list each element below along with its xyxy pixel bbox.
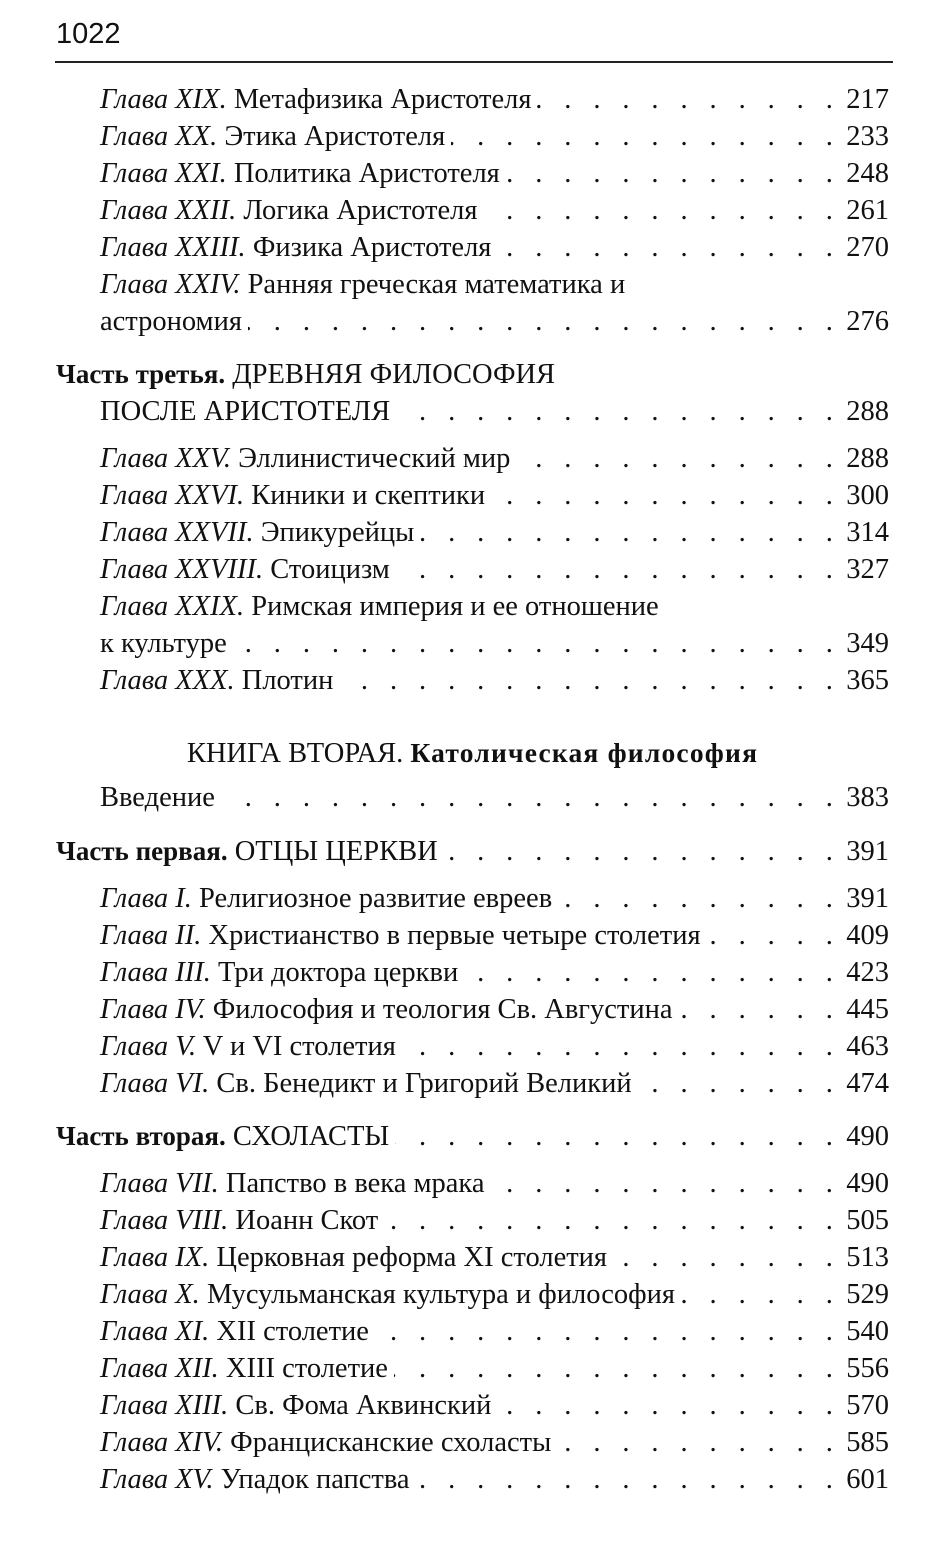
dot-leader [679,991,841,1028]
chapter-title: XII столетие [209,1316,369,1347]
chapter-title: Иоанн Скот [228,1205,379,1236]
toc-entry [100,81,889,118]
chapter-label: Глава XXVI. [100,480,245,511]
chapter-title: Папство в века мрака [218,1168,485,1199]
dot-leader [396,393,840,430]
toc-entry [100,991,889,1028]
toc-entry [100,779,889,816]
chapter-label: Глава XXV. [100,443,231,474]
part-label: Часть вторая. [56,1121,226,1151]
toc-entry-continuation [100,303,889,340]
chapter-title: Эпикурейцы [253,517,415,548]
toc-entry [100,1065,889,1102]
page-ref: 585 [846,1427,889,1458]
toc-entry [100,551,889,588]
toc-entry [100,477,889,514]
chapter-label: Глава VII. [100,1168,219,1199]
dot-leader [464,954,840,991]
chapter-title: Мусульманская культура и философия [199,1279,675,1310]
dot-leader [613,1239,840,1276]
dot-leader [375,1313,840,1350]
chapter-title: Логика Аристотеля [236,195,478,226]
toc-entry [100,440,889,477]
page-ref: 529 [846,1279,889,1310]
chapter-label: Глава X. [100,1279,200,1310]
chapter-label: Глава XXX. [100,665,235,696]
dot-leader [516,440,840,477]
dot-leader [707,917,841,954]
part-title: ДРЕВНЯЯ ФИЛОСОФИЯ [225,359,556,390]
page-ref: 270 [846,232,889,263]
dot-leader [537,81,840,118]
toc-entry [100,1424,889,1461]
book-heading [0,733,945,773]
toc-entry [100,1202,889,1239]
toc-entry [100,155,889,192]
page-ref: 409 [846,920,889,951]
page-ref: 349 [846,628,889,659]
toc-entry [100,1239,889,1276]
chapter-title-cont: астрономия [100,306,242,337]
chapter-label: Глава XXI. [100,158,227,189]
header-rule [55,61,893,63]
dot-leader [416,1461,841,1498]
toc-entry [100,917,889,954]
dot-leader [394,1350,840,1387]
dot-leader [557,1424,840,1461]
chapter-title: XIII столетие [218,1353,388,1384]
toc-entry [100,266,889,303]
chapter-title: V и VI столетия [196,1031,396,1062]
page-ref: 327 [846,554,889,585]
dot-leader [444,833,841,870]
part-heading [56,833,889,870]
toc-entry [100,588,889,625]
chapter-label: Глава IV. [100,994,206,1025]
chapter-title: Политика Аристотеля [226,158,500,189]
chapter-title: Религиозное развитие евреев [191,883,553,914]
chapter-title: Три доктора церкви [210,957,459,988]
toc-entry [100,514,889,551]
dot-leader [497,229,840,266]
page-ref: 490 [846,1121,889,1152]
chapter-label: Глава V. [100,1031,197,1062]
page-ref: 540 [846,1316,889,1347]
chapter-title: Плотин [234,665,334,696]
dot-leader [638,1065,841,1102]
chapter-title: Францисканские схоласты [223,1427,552,1458]
part-heading [56,356,889,393]
intro-title: Введение [100,782,215,813]
page-ref: 423 [846,957,889,988]
part-title: ОТЦЫ ЦЕРКВИ [227,836,438,867]
chapter-title: Св. Бенедикт и Григорий Великий [209,1068,632,1099]
page-ref: 383 [846,782,889,813]
chapter-title: Эллинистический мир [230,443,511,474]
chapter-title: Стоицизм [263,554,390,585]
page-ref: 288 [846,396,889,427]
toc-entry [100,118,889,155]
chapter-label: Глава XXIX. [100,591,245,622]
chapter-label: Глава XX. [100,121,218,152]
page-ref: 391 [846,836,889,867]
dot-leader [558,880,840,917]
dot-leader [681,1276,840,1313]
chapter-title: Ранняя греческая математика и [240,269,626,300]
page-ref: 248 [846,158,889,189]
toc-entry [100,1028,889,1065]
chapter-label: Глава I. [100,883,192,914]
page-number: 1022 [56,18,121,50]
toc-entry [100,954,889,991]
toc-entry [100,880,889,917]
part-label: Часть третья. [56,359,226,389]
dot-leader [483,192,840,229]
chapter-title: Этика Аристотеля [217,121,446,152]
toc-entry [100,1165,889,1202]
toc-entry [100,1387,889,1424]
page-ref: 505 [846,1205,889,1236]
chapter-label: Глава VI. [100,1068,210,1099]
toc-entry [100,1276,889,1313]
page-ref: 276 [846,306,889,337]
dot-leader [506,155,840,192]
dot-leader [420,514,840,551]
dot-leader [451,118,840,155]
page-ref: 463 [846,1031,889,1062]
page-ref: 314 [846,517,889,548]
page-ref: 445 [846,994,889,1025]
part-title-cont: ПОСЛЕ АРИСТОТЕЛЯ [100,396,391,427]
chapter-title: Церковная реформа XI столетия [209,1242,608,1273]
chapter-title: Христианство в первые четыре столетия [201,920,701,951]
book-prefix: КНИГА ВТОРАЯ. [186,738,411,769]
chapter-label: Глава XXIII. [100,232,246,263]
chapter-label: Глава II. [100,920,202,951]
chapter-title: Философия и теология Св. Августина [205,994,673,1025]
chapter-title: Св. Фома Аквинский [228,1390,492,1421]
chapter-label: Глава III. [100,957,211,988]
toc-entry [100,1313,889,1350]
page-ref: 261 [846,195,889,226]
chapter-label: Глава XIII. [100,1390,229,1421]
chapter-title: Физика Аристотеля [245,232,492,263]
chapter-label: Глава XXIV. [100,269,241,300]
page-ref: 217 [846,84,889,115]
dot-leader [491,477,840,514]
toc-entry [100,192,889,229]
dot-leader [339,662,840,699]
chapter-label: Глава XII. [100,1353,219,1384]
book-title: Католическая философия [410,737,759,768]
chapter-label: Глава IX. [100,1242,210,1273]
dot-leader [402,1028,840,1065]
dot-leader [490,1165,840,1202]
page-ref: 288 [846,443,889,474]
toc-entry [100,229,889,266]
page-ref: 365 [846,665,889,696]
page-ref: 474 [846,1068,889,1099]
chapter-title-cont: к культуре [100,628,227,659]
part-title: СХОЛАСТЫ [225,1121,390,1152]
toc-entry-continuation [100,625,889,662]
dot-leader [248,303,840,340]
part-heading-continuation [100,393,889,430]
chapter-label: Глава XXVIII. [100,554,264,585]
dot-leader [233,625,840,662]
chapter-title: Киники и скептики [244,480,486,511]
chapter-title: Метафизика Аристотеля [226,84,532,115]
page-ref: 601 [846,1464,889,1495]
chapter-label: Глава XXVII. [100,517,254,548]
part-heading [56,1118,889,1155]
dot-leader [221,779,840,816]
dot-leader [497,1387,840,1424]
chapter-title: Упадок папства [213,1464,410,1495]
chapter-label: Глава VIII. [100,1205,229,1236]
part-label: Часть первая. [56,836,228,866]
page-ref: 391 [846,883,889,914]
page-ref: 490 [846,1168,889,1199]
chapter-label: Глава XI. [100,1316,210,1347]
chapter-title: Римская империя и ее отношение [244,591,659,622]
dot-leader [395,1118,840,1155]
toc-entry [100,1350,889,1387]
page-ref: 513 [846,1242,889,1273]
chapter-label: Глава XV. [100,1464,214,1495]
dot-leader [396,551,840,588]
page-ref: 570 [846,1390,889,1421]
dot-leader [384,1202,840,1239]
chapter-label: Глава XXII. [100,195,237,226]
toc-entry [100,662,889,699]
chapter-label: Глава XIX. [100,84,227,115]
page-ref: 300 [846,480,889,511]
page-ref: 233 [846,121,889,152]
chapter-label: Глава XIV. [100,1427,224,1458]
toc-entry [100,1461,889,1498]
page-ref: 556 [846,1353,889,1384]
